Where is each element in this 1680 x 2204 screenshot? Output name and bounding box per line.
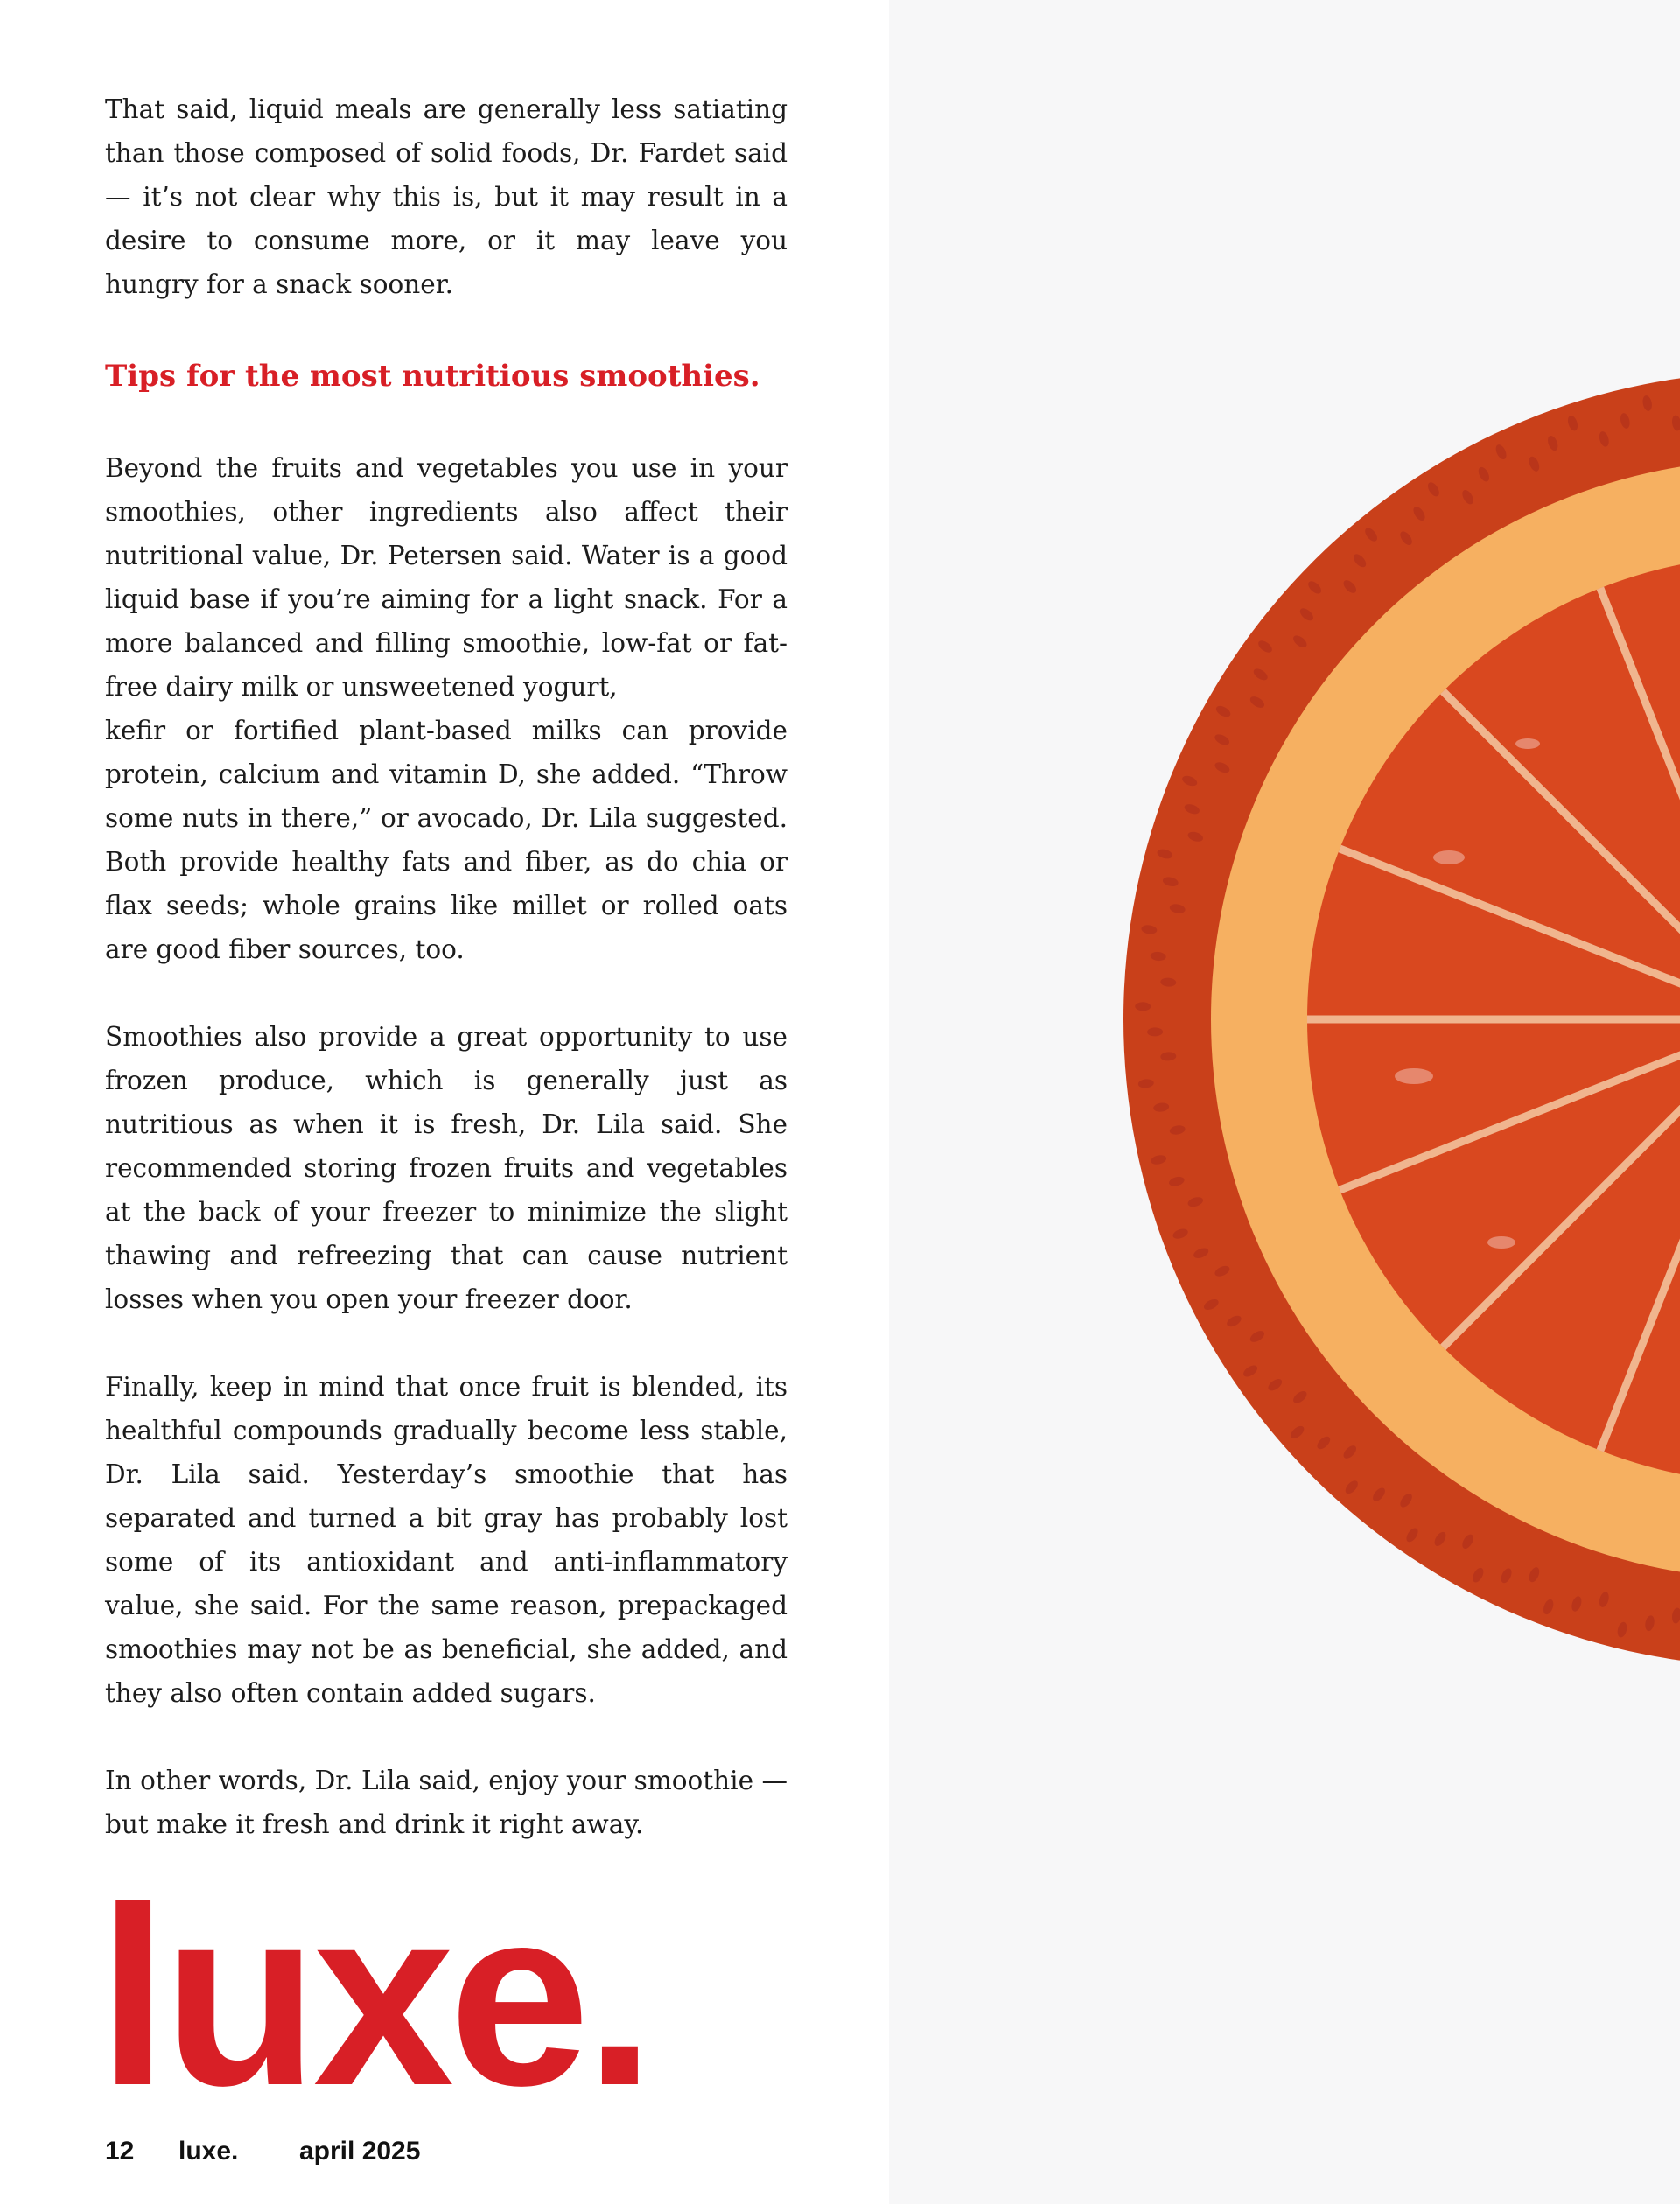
page-number: 12: [105, 2137, 135, 2166]
footer-magazine-name: luxe.: [178, 2137, 239, 2166]
paragraph-conclusion: In other words, Dr. Lila said, enjoy your smoothie — but make it fresh and drink it right away.: [105, 1766, 788, 1839]
footer-issue-date: april 2025: [299, 2137, 421, 2166]
paragraph-ingredients: [105, 446, 788, 971]
paragraph-ingredients-part-2: kefir or fortified plant-based milks can provide protein, calcium and vitamin D, she added. “Throw some nuts in there,” or avocado, Dr. Lila suggested. Both provide healthy fats and fiber, as do chia or flax seeds; whole grains like millet or rolled oats are good fiber sources, too.: [105, 716, 788, 964]
blood-orange-illustration: [889, 0, 1680, 2204]
page-footer: [105, 2134, 420, 2169]
blood-orange-photo: [889, 0, 1680, 2204]
section-heading: Tips for the most nutritious smoothies.: [105, 359, 760, 394]
paragraph-frozen-produce: Smoothies also provide a great opportunity to use frozen produce, which is generally just as nutritious as when it is fresh, Dr. Lila said. She recommended storing frozen fruits and vegetables at the back of your freezer to minimize the slight thawing and refreezing that can cause nutrient losses when you open your freezer door.: [105, 1022, 788, 1314]
article-body: [105, 87, 788, 1846]
luxe-logo-text: luxe.: [98, 1855, 650, 2117]
luxe-logo: [98, 1855, 710, 2117]
paragraph-intro: That said, liquid meals are generally less satiating than those composed of solid foods, Dr. Fardet said — it’s not clear why this is, but it may result in a desire to consume more, or it may leave you hungry for a snack sooner.: [105, 94, 788, 299]
paragraph-ingredients-part-1: Beyond the fruits and vegetables you use in your smoothies, other ingredients also affect their nutritional value, Dr. Petersen said. Water is a good liquid base if you’re aiming for a light snack. For a more balanced and filling smoothie, low-fat or fat-free dairy milk or unsweetened yogurt,: [105, 453, 788, 702]
paragraph-freshness: Finally, keep in mind that once fruit is blended, its healthful compounds gradually become less stable, Dr. Lila said. Yesterday’s smoothie that has separated and turned a bit gray has probably lost some of its antioxidant and anti-inflammatory value, she said. For the same reason, prepackaged smoothies may not be as beneficial, she added, and they also often contain added sugars.: [105, 1372, 788, 1708]
